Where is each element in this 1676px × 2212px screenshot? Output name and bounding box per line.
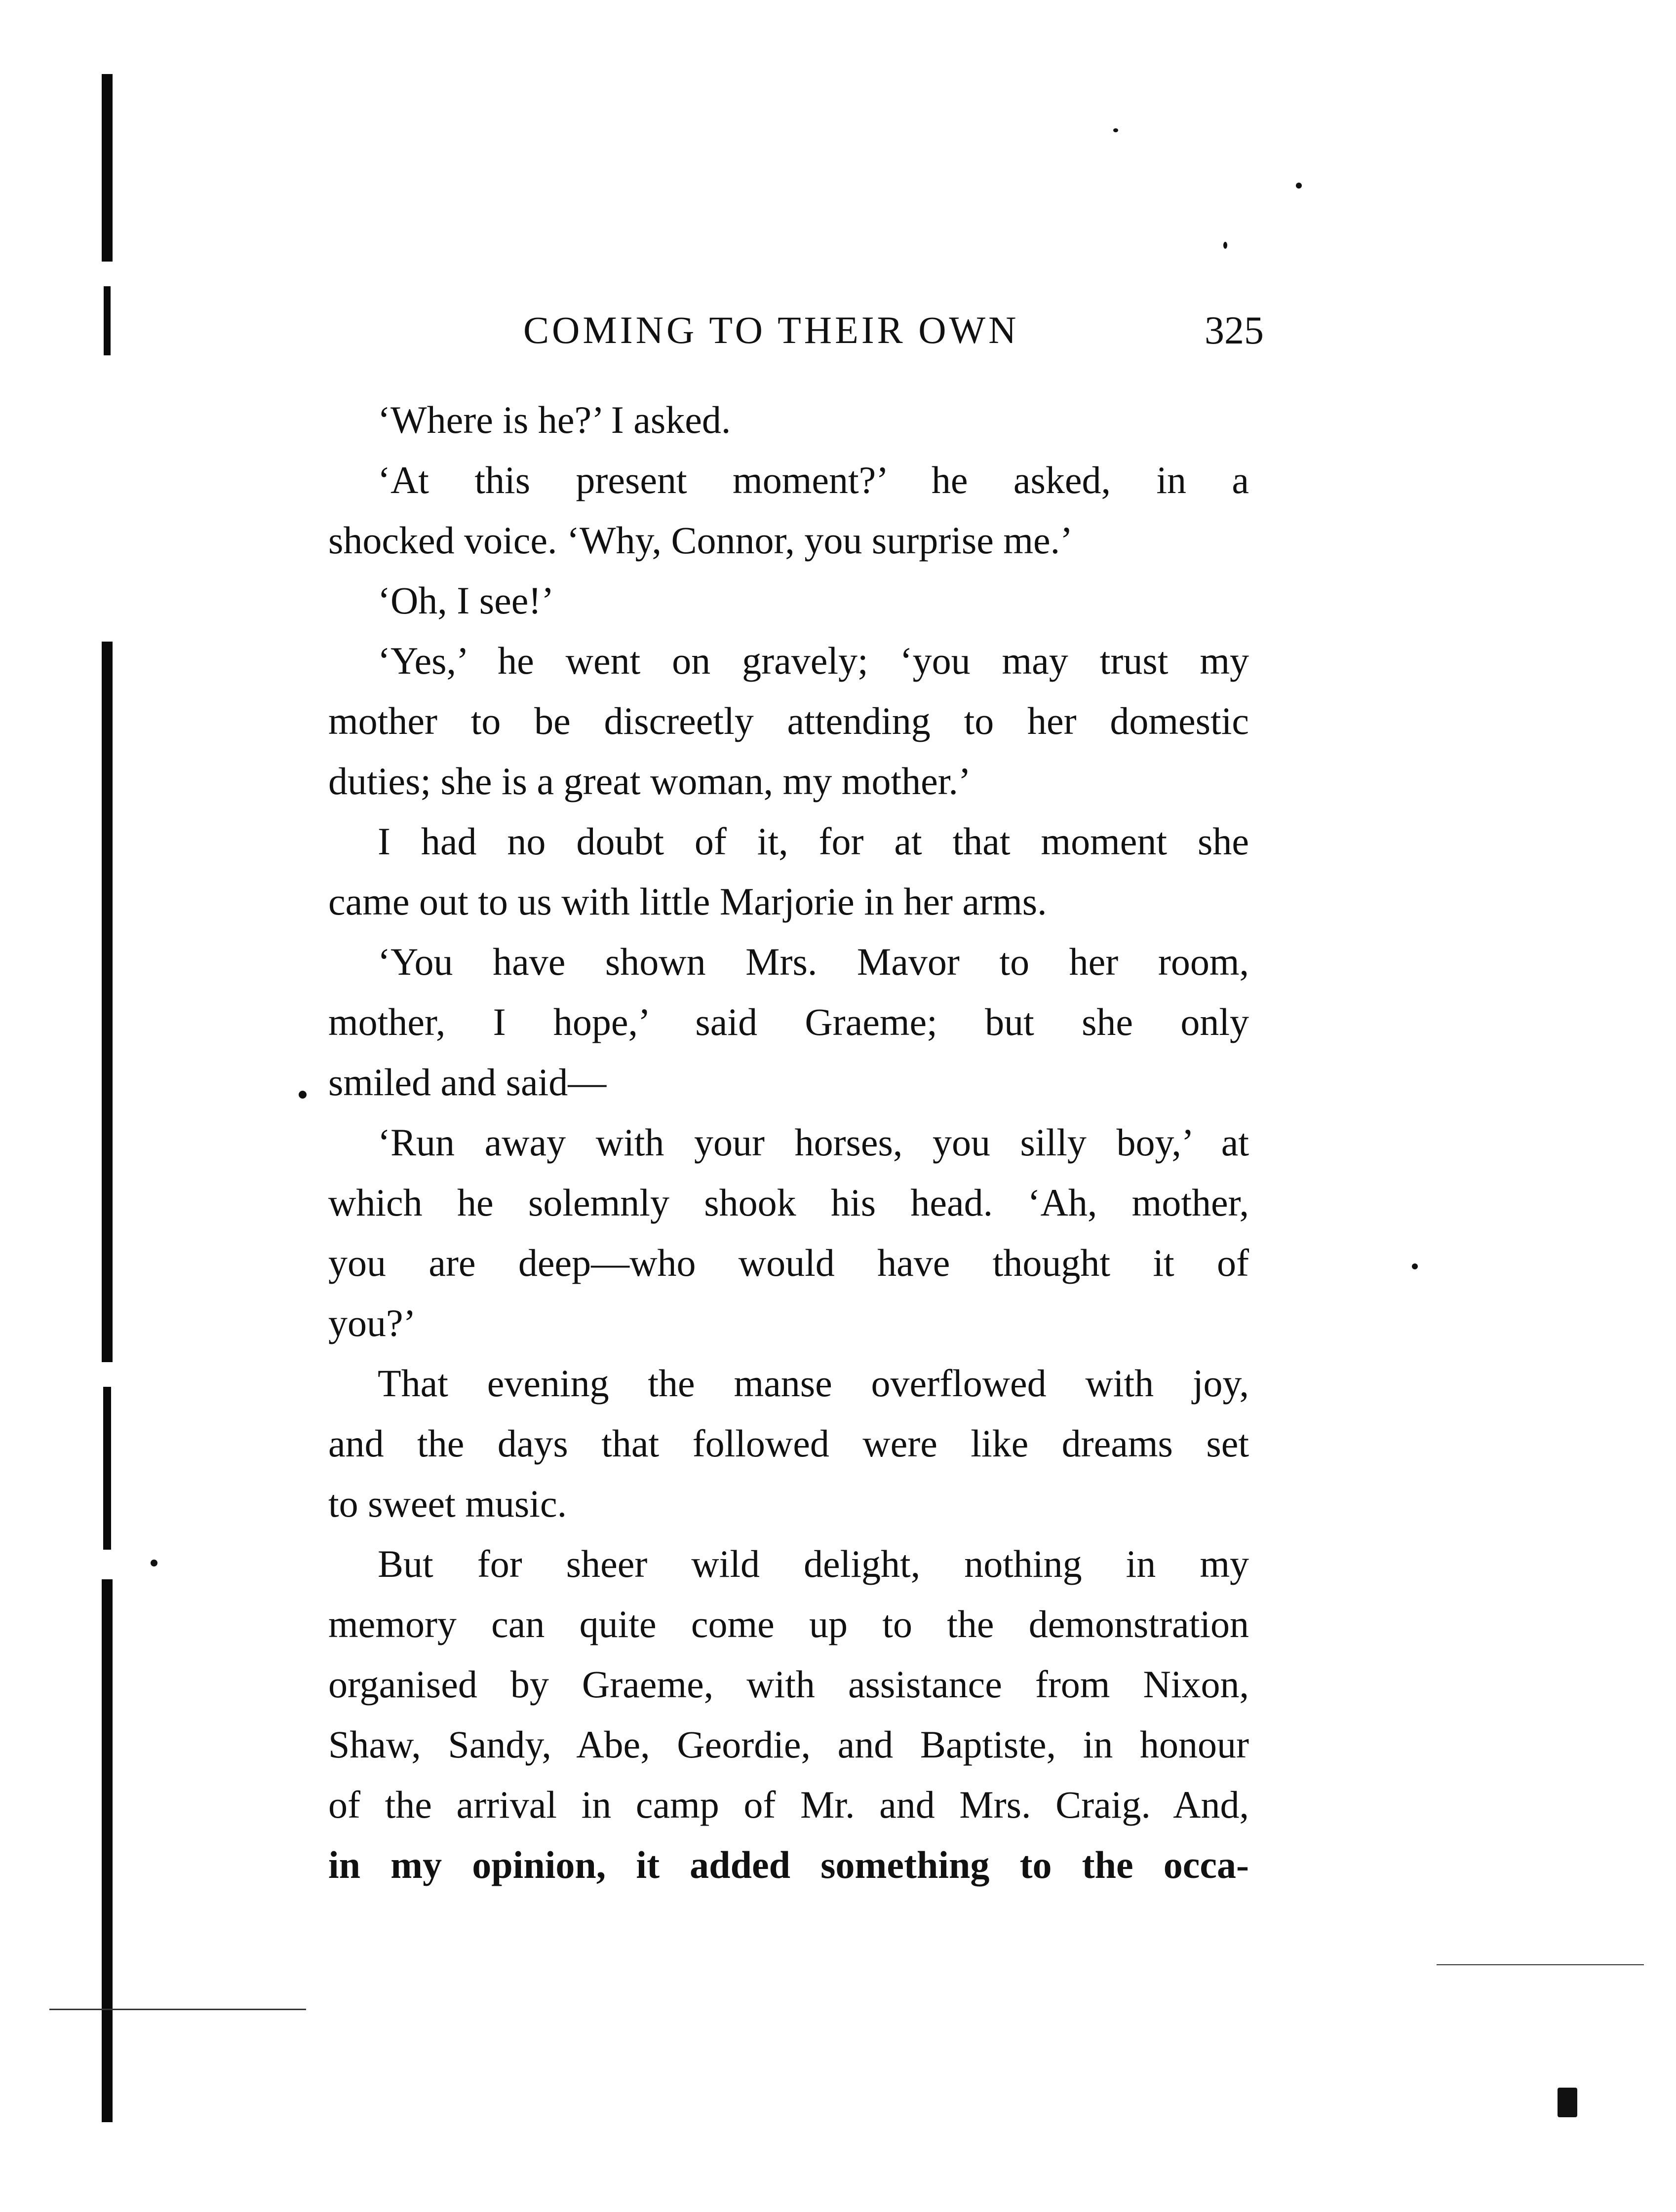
binding-segment: [102, 1579, 113, 2122]
text-line: ‘You have shown Mrs. Mavor to her room,: [378, 940, 1249, 983]
text-line: But for sheer wild delight, nothing in my: [378, 1542, 1249, 1585]
text-line: I had no doubt of it, for at that moment she: [378, 820, 1249, 863]
text-line: Shaw, Sandy, Abe, Geordie, and Baptiste, in honour: [328, 1723, 1249, 1766]
text-line: ‘Oh, I see!’: [378, 579, 554, 622]
ink-speck: [1223, 242, 1227, 249]
scan-edge-line: [1437, 1964, 1644, 1965]
text-line: smiled and said—: [328, 1061, 607, 1104]
text-line: ‘Yes,’ he went on gravely; ‘you may trust my: [378, 639, 1249, 682]
binding-segment: [103, 1387, 111, 1550]
text-line: which he solemnly shook his head. ‘Ah, mother,: [328, 1181, 1249, 1224]
text-line: you?’: [328, 1301, 416, 1344]
text-line: of the arrival in camp of Mr. and Mrs. Craig. And,: [328, 1783, 1249, 1826]
text-line: That evening the manse overflowed with joy,: [378, 1362, 1249, 1405]
ink-speck: [1113, 128, 1118, 132]
text-line: ‘Where is he?’ I asked.: [378, 398, 731, 441]
text-line: ‘At this present moment?’ he asked, in a: [378, 458, 1249, 501]
text-line: to sweet music.: [328, 1482, 567, 1525]
ink-speck: [1412, 1263, 1418, 1269]
text-line: organised by Graeme, with assistance from Nixon,: [328, 1663, 1249, 1706]
running-head: COMING TO THEIR OWN: [523, 308, 1019, 351]
ink-speck: [151, 1560, 157, 1566]
page-header: [326, 301, 1264, 355]
body-text: [328, 390, 1249, 1895]
text-line: in my opinion, it added something to the occa-: [328, 1843, 1249, 1886]
ink-blot: [1558, 2088, 1577, 2117]
ink-speck: [1296, 183, 1302, 189]
text-line: came out to us with little Marjorie in her arms.: [328, 880, 1047, 923]
text-line: shocked voice. ‘Why, Connor, you surprise me.’: [328, 519, 1073, 562]
binding-segment: [104, 286, 111, 355]
text-line: and the days that followed were like dreams set: [328, 1422, 1249, 1465]
binding-edge: [97, 74, 117, 2167]
text-line: memory can quite come up to the demonstration: [328, 1602, 1249, 1645]
text-line: you are deep—who would have thought it of: [328, 1241, 1249, 1284]
text-line: duties; she is a great woman, my mother.’: [328, 760, 971, 802]
scan-edge-line: [49, 2009, 306, 2010]
page-number: 325: [1205, 309, 1264, 352]
text-line: ‘Run away with your horses, you silly boy,’ at: [378, 1121, 1249, 1164]
text-line: mother to be discreetly attending to her domestic: [328, 699, 1249, 742]
binding-segment: [102, 642, 113, 1362]
ink-speck: [299, 1091, 307, 1099]
text-line: mother, I hope,’ said Graeme; but she only: [328, 1000, 1249, 1043]
binding-segment: [102, 74, 113, 262]
